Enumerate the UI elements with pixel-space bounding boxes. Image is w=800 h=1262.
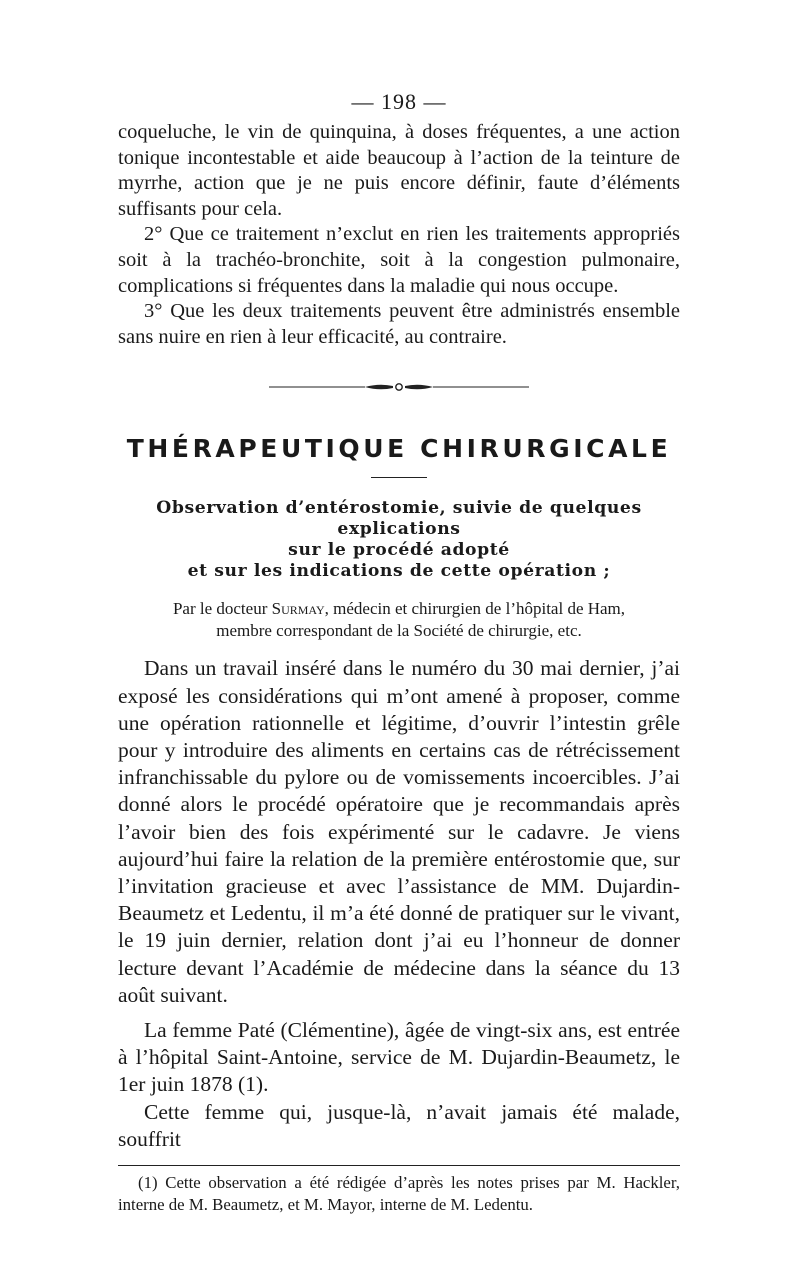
observation-title [118, 498, 680, 582]
body-paragraph-2: La femme Paté (Clémentine), âgée de vingt-six ans, est entrée à l’hôpital Saint-Antoine, service de M. Dujardin-Beaumetz, le 1er juin 1878 (1). [118, 1017, 680, 1097]
observation-title-line-1: Observation d’entérostomie, suivie de quelques explications [156, 498, 642, 540]
observation-title-line-3: et sur les indications de cette opération ; [187, 561, 611, 582]
byline-affiliation: , médecin et chirurgien de l’hôpital de Ham, [324, 599, 626, 619]
byline-line-2: membre correspondant de la Société de chirurgie, etc. [216, 620, 582, 640]
body-paragraph-1: Dans un travail inséré dans le numéro du 30 mai dernier, j’ai exposé les considérations qui m’ont amené à proposer, comme une opération rationnelle et légitime, d’ouvrir l’intestin grêle pour y introduire des aliments en certains cas de rétrécissement infranchissable du pylore ou de vomissements incoercibles. J’ai donné alors le procédé opératoire que je recommandais après l’avoir bien des fois expérimenté sur le cadavre. Je viens aujourd’hui faire la relation de la première entérostomie que, sur l’invitation gracieuse et avec l’assistance de MM. Dujardin-Beaumetz et Ledentu, il m’a été donné de pratiquer sur le vivant, le 19 juin dernier, relation dont j’ai eu l’honneur de donner lecture devant l’Académie de médecine dans la séance du 13 août suivant. [118, 656, 680, 1007]
page-content [118, 86, 680, 1215]
section-title: THÉRAPEUTIQUE CHIRURGICALE [126, 434, 672, 464]
byline-line-1 [118, 598, 680, 620]
intro-paragraph-1: coqueluche, le vin de quinquina, à doses fréquentes, a une action tonique incontestable et aide beaucoup à l’action de la teinture de myrrhe, action que je ne puis encore définir, faute d’éléments suffisants pour cela. [118, 121, 680, 220]
page-number: — 198 — [351, 89, 447, 114]
footnote-rule [118, 1165, 680, 1166]
body-paragraph-3: Cette femme qui, jusque-là, n’avait jamais été malade, souffrit [118, 1099, 680, 1151]
article-body [118, 655, 680, 1153]
title-rule [371, 477, 427, 478]
intro-paragraph-2: 2° Que ce traitement n’exclut en rien les traitements appropriés soit à la trachéo-bronchite, soit à la congestion pulmonaire, complications si fréquentes dans la maladie qui nous occupe. [118, 223, 680, 297]
footnote: (1) Cette observation a été rédigée d’après les notes prises par M. Hackler, interne de M. Beaumetz, et M. Mayor, interne de M. Ledentu. [118, 1173, 680, 1214]
byline-prefix: Par le docteur [172, 599, 268, 619]
intro-paragraph-3: 3° Que les deux traitements peuvent être administrés ensemble sans nuire en rien à leur efficacité, au contraire. [118, 300, 680, 348]
byline [118, 598, 680, 641]
author-name: Surmay [271, 599, 325, 619]
observation-title-line-2: sur le procédé adopté [288, 540, 510, 561]
ornament-divider [269, 380, 529, 394]
